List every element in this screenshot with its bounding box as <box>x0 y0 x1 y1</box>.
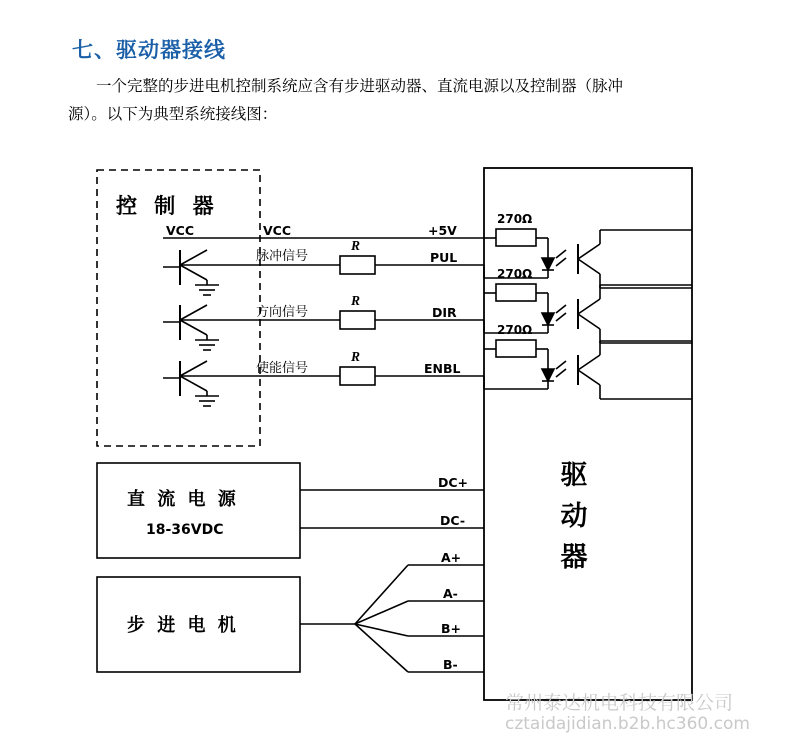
page-title: 七、驱动器接线 <box>72 38 226 62</box>
controller-signal-vcc-left: VCC <box>166 223 195 238</box>
transistor2-emitter <box>180 320 207 335</box>
photo3-emitter <box>578 370 600 385</box>
res-270-1 <box>496 229 536 246</box>
res-270-2 <box>496 284 536 301</box>
resistor-r2 <box>340 311 375 329</box>
res-270-3 <box>496 340 536 357</box>
resistor-label-1: R <box>351 238 361 253</box>
transistor1-emitter <box>180 265 207 280</box>
resistor-label-3: R <box>351 349 361 364</box>
wire-a-plus-diag <box>355 565 408 624</box>
controller-signal-vcc-right: VCC <box>263 223 292 238</box>
driver-terminal-b-plus: B+ <box>441 621 462 636</box>
led3-arrow1 <box>556 361 566 369</box>
driver-box-label <box>552 455 596 578</box>
driver-terminal-a-plus: A+ <box>441 550 462 565</box>
controller-title: 控 制 器 <box>116 194 219 218</box>
driver-terminal-dc-minus: DC- <box>440 513 466 528</box>
led3-arrow2 <box>556 369 566 377</box>
paragraph-line-2: 源）。以下为典型系统接线图： <box>68 105 278 123</box>
intro-paragraph <box>68 72 728 128</box>
power-supply-title: 直 流 电 源 <box>127 489 239 510</box>
photo1-collector <box>578 244 600 259</box>
driver-box-outline <box>484 168 692 700</box>
driver-terminal-5v: +5V <box>428 223 457 238</box>
transistor1-collector <box>180 250 207 265</box>
led1-arrow1 <box>556 250 566 258</box>
wire-b-plus-diag <box>355 624 408 636</box>
watermark-company: 常州泰达机电科技有限公司 <box>505 692 734 714</box>
internal-resistor-label-1: 270Ω <box>497 212 533 226</box>
led3-triangle <box>542 369 554 381</box>
driver-terminal-dc-plus: DC+ <box>438 475 469 490</box>
internal-resistor-label-2: 270Ω <box>497 267 533 281</box>
wire-a-minus-diag <box>355 601 408 624</box>
power-supply-subtitle: 18-36VDC <box>146 522 224 538</box>
led2-arrow1 <box>556 305 566 313</box>
driver-terminal-b-minus: B- <box>443 657 458 672</box>
driver-terminal-dir: DIR <box>432 305 457 320</box>
driver-label-char-3: 器 <box>560 542 588 573</box>
motor-title: 步 进 电 机 <box>127 615 239 636</box>
led2-arrow2 <box>556 313 566 321</box>
led1-arrow2 <box>556 258 566 266</box>
driver-terminal-enbl: ENBL <box>424 361 461 376</box>
wiring-diagram <box>0 150 800 730</box>
led1-triangle <box>542 258 554 270</box>
paragraph-line-1: 一个完整的步进电机控制系统应含有步进驱动器、直流电源以及控制器（脉冲 <box>96 77 624 95</box>
resistor-r1 <box>340 256 375 274</box>
resistor-r3 <box>340 367 375 385</box>
transistor2-collector <box>180 305 207 320</box>
watermark-url: cztaidajidian.b2b.hc360.com <box>505 714 750 734</box>
photo3-collector <box>578 355 600 370</box>
driver-label-char-2: 动 <box>560 501 588 532</box>
transistor3-collector <box>180 361 207 376</box>
controller-signal-pulse: 脉冲信号 <box>256 249 309 264</box>
photo1-emitter <box>578 259 600 274</box>
photo2-collector <box>578 299 600 314</box>
driver-terminal-a-minus: A- <box>443 586 458 601</box>
driver-label-char-1: 驱 <box>560 460 588 491</box>
photo2-emitter <box>578 314 600 329</box>
transistor3-emitter <box>180 376 207 391</box>
controller-signal-direction: 方向信号 <box>256 305 309 320</box>
resistor-label-2: R <box>351 293 361 308</box>
driver-terminal-pul: PUL <box>430 250 458 265</box>
wire-b-minus-diag <box>355 624 408 672</box>
led2-triangle <box>542 313 554 325</box>
wiring-diagram-svg <box>0 150 800 730</box>
internal-resistor-label-3: 270Ω <box>497 323 533 337</box>
controller-signal-enable: 使能信号 <box>256 361 309 376</box>
